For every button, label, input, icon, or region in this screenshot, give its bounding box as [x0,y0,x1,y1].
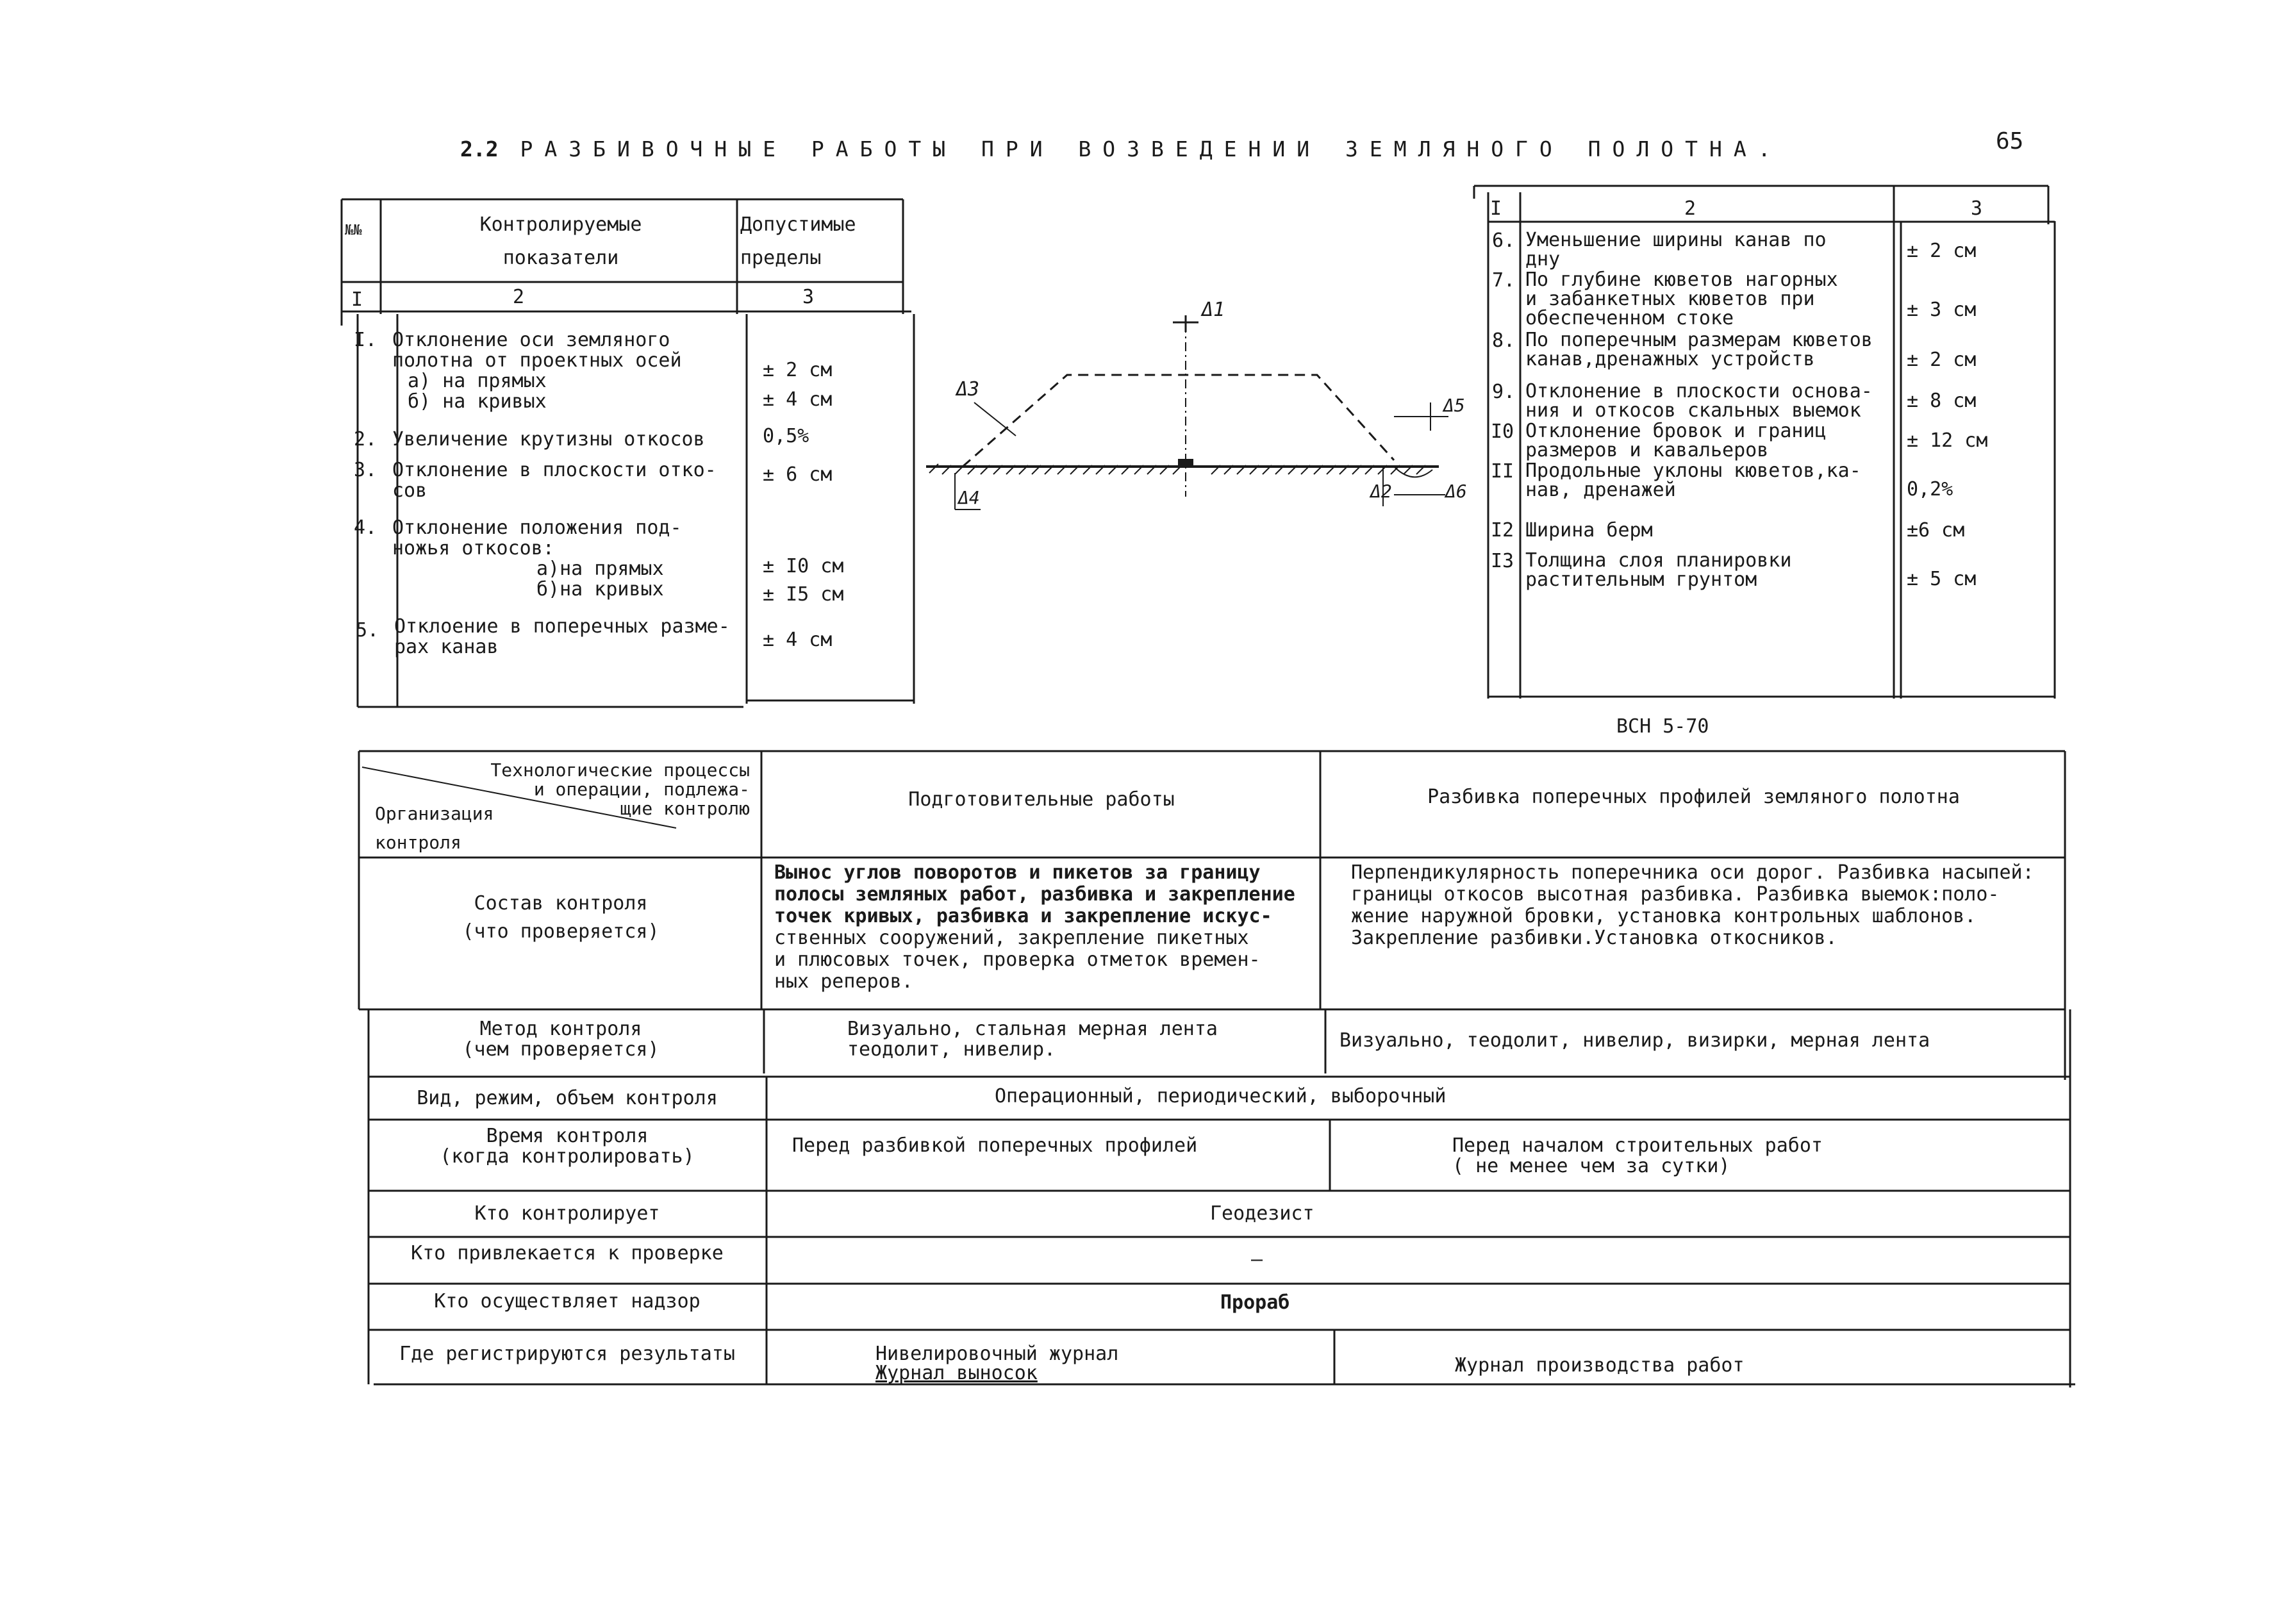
limit: ± 2 см [763,359,833,381]
right-row-8-text [1525,331,1873,369]
line: Технологические процессы [490,759,750,781]
right-row-11-limit: 0,2% [1907,478,1953,501]
line: обеспеченном стоке [1525,307,1734,329]
left-row-1-text [392,330,682,412]
line: Отклоение в поперечных разме- [394,615,730,638]
line: и забанкетных кюветов при [1525,288,1815,310]
line: Толщина слоя планировки [1525,549,1792,572]
delta3-label: Δ3 [956,378,980,401]
line: Вынос углов поворотов и пикетов за границу [774,861,1261,884]
line: и плюсовых точек, проверка отметок времен- [774,949,1261,971]
records-col1 [875,1345,1118,1383]
line: Нивелировочный журнал [875,1343,1119,1365]
row-label-who-controls: Кто контролирует [474,1202,660,1225]
left-col-num-1: I [351,288,363,311]
left-table-header-text: Контролируемые показатели [479,213,642,269]
line: Перед началом строительных работ [1452,1134,1823,1157]
limit: ± I0 см [763,555,844,577]
line: б) на кривых [408,390,547,413]
delta2-label: Δ2 [1370,481,1392,502]
left-col-num-3: 3 [802,286,815,308]
left-col-num-2: 2 [513,286,525,308]
line: Продольные уклоны кюветов,ка- [1525,460,1861,482]
left-row-3-num: 3. [354,459,377,481]
norm-reference: ВСН 5-70 [1616,715,1709,738]
line: ния и откосов скальных выемок [1525,399,1861,422]
right-row-8-num: 8. [1492,329,1516,352]
right-row-12-text: Ширина берм [1525,519,1653,542]
corner-header-bottom: Организация [375,803,494,824]
line: жение наружной бровки, установка контрольных шаблонов. [1351,905,1977,927]
corner-header-bottom-2: контроля [375,832,461,853]
right-row-11-num: II [1491,460,1514,483]
left-table-header-limits-text: Допустимые пределы [740,213,856,269]
line: По поперечным размерам кюветов [1525,329,1873,351]
line: границы откосов высотная разбивка. Разбивка выемок:поло- [1351,883,2000,906]
right-row-11-text [1525,461,1861,500]
line: Отклонение бровок и границ [1525,420,1827,442]
line: размеров и кавальеров [1525,439,1769,461]
type-merged: Операционный, периодический, выборочный [995,1085,1447,1107]
line: По глубине кюветов нагорных [1525,269,1838,291]
left-row-5-limit: ± 4 см [763,629,833,651]
composition-col1 [774,862,1295,993]
left-table-col-num-header: №№ [345,222,362,238]
row-label-type: Вид, режим, объем контроля [417,1087,718,1109]
delta5-label: Δ5 [1443,395,1465,416]
line: дну [1525,248,1561,270]
line: ных реперов. [774,970,913,993]
right-row-7-limit: ± 3 см [1907,299,1977,321]
left-row-5-num: 5. [356,619,379,642]
left-row-2-text: Увеличение крутизны откосов [392,428,705,451]
method-col2: Визуально, теодолит, нивелир, визирки, мерная лента [1339,1029,1930,1052]
right-row-9-text [1525,382,1873,420]
who-involved-merged: — [1251,1248,1263,1271]
line: Отклонение положения под- [392,517,682,539]
limit: ± I5 см [763,583,844,606]
line: (что проверяется) [462,920,659,943]
left-row-4-num: 4. [354,517,377,539]
line: ( не менее чем за сутки) [1452,1155,1730,1177]
col-header-profiles: Разбивка поперечных профилей земляного полотна [1427,786,1960,808]
composition-col2 [1351,862,2034,949]
row-label-method [362,1019,759,1060]
right-row-7-text [1525,270,1838,328]
line: теодолит, нивелир. [847,1038,1056,1061]
row-label-supervision: Кто осуществляет надзор [434,1290,701,1313]
line: рах канав [394,636,499,658]
row-label-who-involved: Кто привлекается к проверке [411,1242,724,1264]
line: Журнал выносок [875,1362,1038,1384]
delta1-label: Δ1 [1202,299,1225,321]
section-title: РАЗБИВОЧНЫЕ РАБОТЫ ПРИ ВОЗВЕДЕНИИ ЗЕМЛЯНОГО ПОЛОТНА. [520,137,1782,162]
line: ножья откосов: [392,537,554,559]
row-label-time [372,1126,763,1167]
left-row-1-limits [763,356,832,415]
right-row-10-num: I0 [1491,420,1514,443]
line: нав, дренажей [1525,479,1676,501]
line: Визуально, стальная мерная лента [847,1018,1218,1040]
line: Метод контроля [479,1018,642,1040]
left-table-col-header-limits [740,208,900,275]
left-row-4-text [392,518,682,600]
right-row-6-num: 6. [1492,229,1516,252]
delta6-label: Δ6 [1445,481,1467,502]
right-row-9-limit: ± 8 см [1907,390,1977,412]
right-row-10-limit: ± 12 см [1907,429,1988,452]
line: сов [392,479,427,502]
right-col-num-2: 2 [1684,197,1696,220]
left-row-3-text [392,460,717,501]
line: Состав контроля [474,892,648,915]
records-col2: Журнал производства работ [1455,1354,1745,1377]
delta4-label: Δ4 [958,487,980,508]
line: щие контролю [620,798,750,819]
right-row-10-text [1525,422,1827,460]
right-row-8-limit: ± 2 см [1907,349,1977,371]
right-row-13-limit: ± 5 см [1907,568,1977,590]
line: ственных сооружений, закрепление пикетных [774,927,1249,949]
col-header-preparatory: Подготовительные работы [908,788,1175,811]
right-row-12-limit: ±6 см [1907,519,1965,542]
line: и операции, подлежа- [533,779,750,800]
line: Закрепление разбивки.Установка откосников. [1351,927,1837,949]
left-row-1-num: I. [354,329,377,351]
right-row-13-num: I3 [1491,550,1514,572]
supervision-merged: Прораб [1220,1291,1290,1314]
row-label-composition [362,890,759,946]
line: полотна от проектных осей [392,349,682,372]
left-row-5-text [394,617,730,658]
line: полосы земляных работ, разбивка и закрепление [774,883,1295,906]
line: (когда контролировать) [440,1145,695,1168]
line: Время контроля [486,1125,649,1147]
line: а)на прямых [536,558,664,580]
left-row-2-num: 2. [354,428,377,451]
right-row-12-num: I2 [1491,519,1514,542]
left-row-4-limits [763,552,843,609]
right-row-7-num: 7. [1492,269,1516,292]
time-col1: Перед разбивкой поперечных профилей [792,1134,1198,1157]
line: Перпендикулярность поперечника оси дорог. Разбивка насыпей: [1351,861,2034,884]
line: Отклонение оси земляного [392,329,670,351]
left-row-2-limit: 0,5% [763,425,809,447]
row-label-records: Где регистрируются результаты [399,1343,735,1365]
right-row-13-text [1525,551,1791,590]
line: растительным грунтом [1525,568,1757,591]
right-row-9-num: 9. [1492,381,1516,403]
method-col1 [847,1019,1218,1060]
section-number: 2.2 [460,137,499,162]
right-row-6-limit: ± 2 см [1907,240,1977,262]
who-controls-merged: Геодезист [1210,1202,1314,1225]
line: (чем проверяется) [462,1038,659,1061]
left-table-col-header-indicators [385,208,737,275]
right-col-num-1: I [1490,197,1502,220]
right-col-num-3: 3 [1971,197,1983,220]
line: Отклонение в плоскости отко- [392,459,717,481]
left-row-3-limit: ± 6 см [763,463,833,486]
line: канав,дренажных устройств [1525,348,1815,370]
line: а) на прямых [408,370,547,392]
line: Уменьшение ширины канав по [1525,229,1827,251]
page-number: 65 [1996,128,2024,154]
limit: ± 4 см [763,388,833,411]
time-col2 [1452,1136,1823,1177]
line: Отклонение в плоскости основа- [1525,380,1873,402]
line: б)на кривых [536,578,664,601]
right-row-6-text [1525,231,1827,269]
corner-header-top [458,761,750,818]
line: точек кривых, разбивка и закрепление искус- [774,905,1272,927]
